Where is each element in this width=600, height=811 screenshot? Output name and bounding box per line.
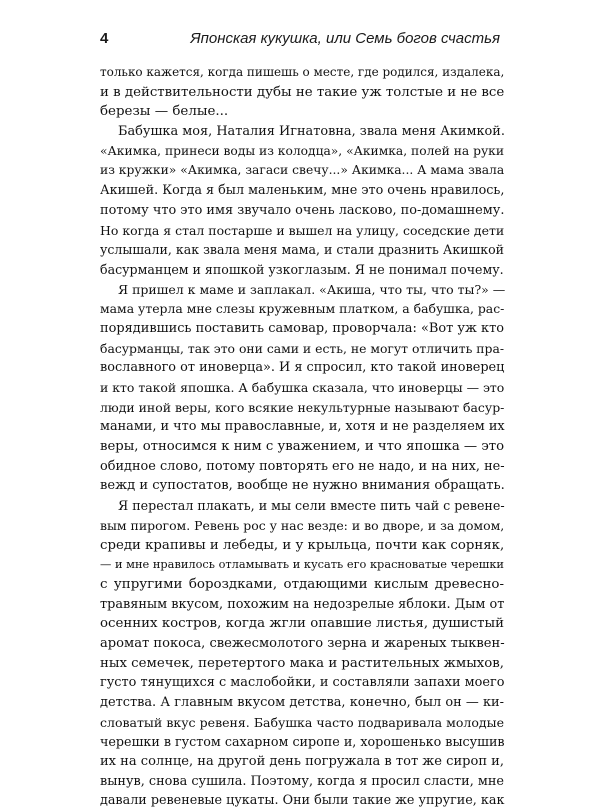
paragraph — [100, 63, 504, 122]
text-line: ных семечек, перетертого мака и растительных жмыхов, — [100, 655, 504, 671]
text-line: травяным вкусом, похожим на недозрелые яблоки. Дым от — [100, 596, 505, 612]
paragraph — [100, 122, 504, 280]
text-line: березы — белые... — [100, 104, 229, 120]
text-line: Акишей. Когда я был маленьким, мне это очень нравилось, — [100, 183, 505, 199]
text-line: потому что это имя звучало очень ласково, по-домашнему. — [100, 202, 505, 218]
text-line: детства. А главным вкусом детства, конечно, был он — ки- — [100, 695, 504, 710]
text-line: Бабушка моя, Наталия Игнатовна, звала меня Акимкой. — [118, 124, 505, 140]
text-line: густо тянущихся с маслобойки, и составляли запахи моего — [100, 675, 505, 691]
text-line: и в действительности дубы не такие уж толстые и не все — [100, 84, 505, 100]
text-line: их на солнце, на другой день погружала в тот же сироп и, — [100, 754, 504, 770]
paragraph — [100, 496, 504, 811]
paragraph — [100, 280, 504, 497]
running-title: Японская кукушка, или Семь богов счастья — [190, 30, 500, 47]
text-line: вославного от иноверца». И я спросил, кто такой иноверец — [100, 360, 505, 376]
text-line: порядившись поставить самовар, проворчала: «Вот уж кто — [100, 320, 504, 336]
text-line: мама утерла мне слезы кружевным платком, а бабушка, рас- — [100, 301, 505, 317]
text-line: Я пришел к маме и заплакал. «Акиша, что ты, что ты?» — — [118, 281, 506, 297]
text-line: обидное слово, потому повторять его не надо, и на них, не- — [100, 458, 505, 474]
text-line: из кружки» «Акимка, загаси свечу...» Акимка... А мама звала — [100, 163, 505, 178]
text-line: вым пирогом. Ревень рос у нас везде: и во дворе, и за домом, — [100, 517, 505, 533]
text-line: и кто такой япошка. А бабушка сказала, что иноверцы — это — [100, 380, 505, 395]
text-line: басурманцем и япошкой узкоглазым. Я не понимал почему. — [100, 261, 504, 277]
text-line: басурманцы, так это они сами и есть, не могут отличить пра- — [100, 340, 505, 356]
text-line: Я перестал плакать, и мы сели вместе пить чай с ревене- — [118, 498, 505, 514]
text-line: аромат покоса, свежесмолотого зерна и жареных тыквен- — [100, 635, 505, 651]
page-number: 4 — [100, 30, 109, 47]
text-line: с упругими бороздками, отдающими кислым древесно- — [100, 576, 504, 592]
body-text — [100, 63, 504, 811]
text-line: вынув, снова сушила. Поэтому, когда я просил сласти, мне — [100, 773, 504, 789]
text-line: черешки в густом сахарном сиропе и, хорошенько высушив — [100, 734, 505, 750]
text-line: только кажется, когда пишешь о месте, где родился, издалека, — [100, 65, 505, 79]
text-line: вежд и супостатов, вообще не нужно внимания обращать. — [100, 478, 505, 494]
text-line: среди крапивы и лебеды, и у крыльца, почти как сорняк, — [100, 537, 505, 553]
text-line: давали ревеневые цукаты. Они были такие же упругие, как — [100, 793, 505, 809]
text-line: Но когда я стал постарше и вышел на улицу, соседские дети — [100, 222, 505, 238]
text-line: услышали, как звала меня мама, и стали дразнить Акишкой — [100, 242, 504, 258]
text-line: люди иной веры, кого всякие некультурные называют басур- — [100, 399, 505, 415]
text-line: словатый вкус ревеня. Бабушка часто подваривала молодые — [100, 714, 504, 730]
text-line: манами, и что мы православные, и, хотя и не разделяем их — [100, 419, 505, 435]
text-line: «Акимка, принеси воды из колодца», «Акимка, полей на руки — [100, 143, 505, 158]
text-line: веры, относимся к ним с уважением, и что япошка — это — [100, 439, 505, 455]
page-header — [100, 30, 500, 52]
text-line: осенних костров, когда жгли опавшие листья, душистый — [100, 616, 504, 632]
text-line: — и мне нравилось отламывать и кусать его красноватые черешки — [100, 557, 504, 572]
